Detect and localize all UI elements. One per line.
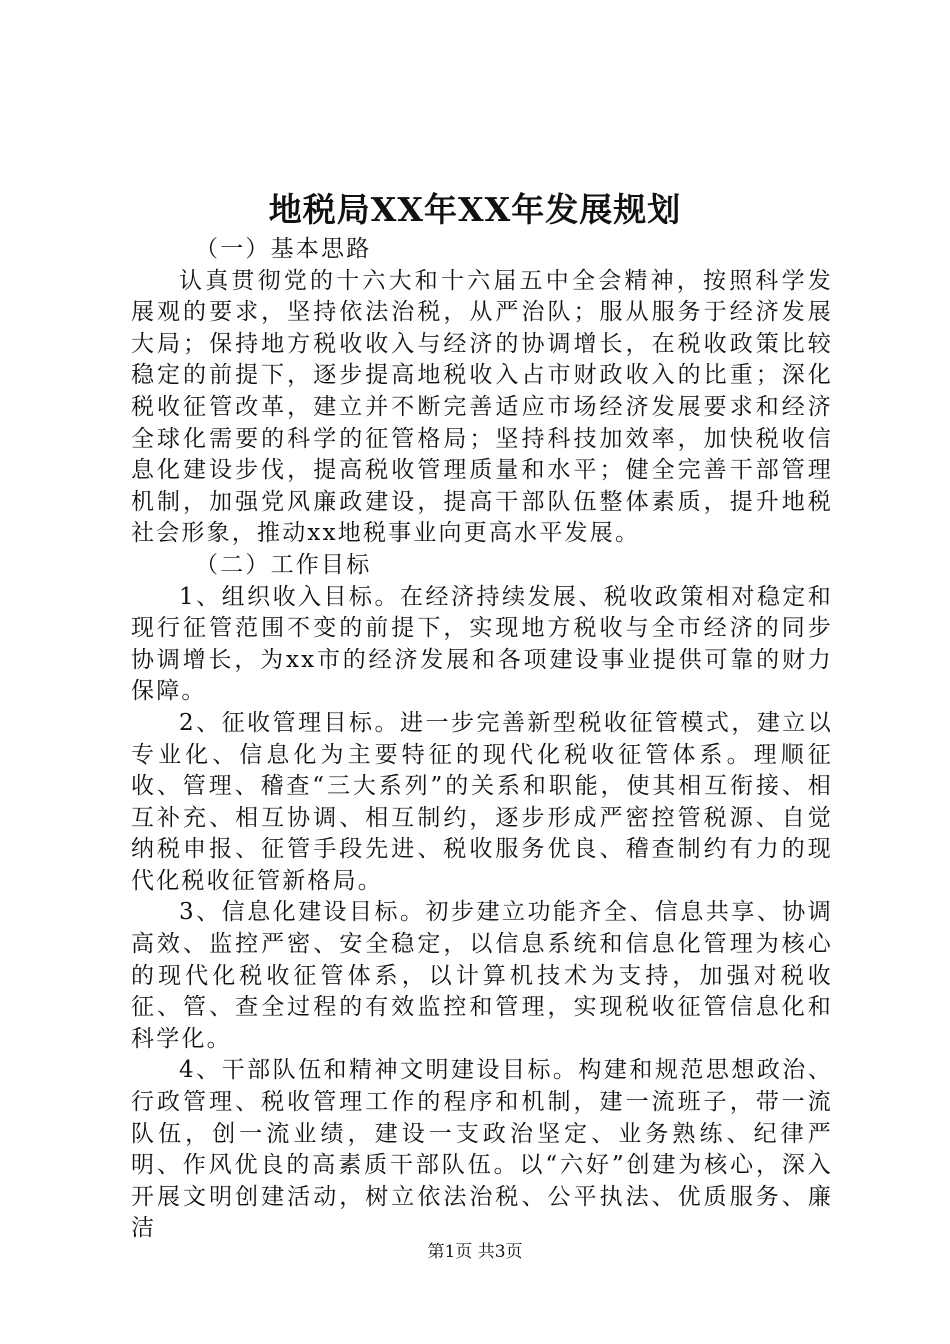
paragraph-cadre-team-goal: 4、干部队伍和精神文明建设目标。构建和规范思想政治、行政管理、税收管理工作的程序和机制，建一流班子，带一流队伍，创一流业绩，建设一支政治坚定、业务熟练、纪律严明、作风优良的高素质干部队伍。以“六好”创建为核心，深入开展文明创建活动，树立依法治税、公平执法、优质服务、廉洁 <box>131 1057 833 1242</box>
section-heading-basic-ideas: （一）基本思路 <box>195 236 372 262</box>
paragraph-informatization-goal: 3、信息化建设目标。初步建立功能齐全、信息共享、协调高效、监控严密、安全稳定，以信息系统和信息化管理为核心的现代化税收征管体系，以计算机技术为支持，加强对税收征、管、查全过程的有效监控和管理，实现税收征管信息化和科学化。 <box>131 899 833 1052</box>
section-heading-work-goals: （二）工作目标 <box>195 551 372 578</box>
paragraph-revenue-goal: 1、组织收入目标。在经济持续发展、税收政策相对稳定和现行征管范围不变的前提下，实现地方税收与全市经济的同步协调增长，为xx市的经济发展和各项建设事业提供可靠的财力保障。 <box>131 583 833 705</box>
paragraph-collection-management-goal: 2、征收管理目标。进一步完善新型税收征管模式，建立以专业化、信息化为主要特征的现代化税收征管体系。理顺征收、管理、稽查“三大系列”的关系和职能，使其相互衔接、相互补充、相互协调、相互制约，逐步形成严密控管税源、自觉纳税申报、征管手段先进、税收服务优良、稽查制约有力的现代化税收征管新格局。 <box>131 709 833 894</box>
paragraph-basic-ideas: 认真贯彻党的十六大和十六届五中全会精神，按照科学发展观的要求，坚持依法治税，从严治队；服从服务于经济发展大局；保持地方税收收入与经济的协调增长，在税收政策比较稳定的前提下，逐步提高地税收入占市财政收入的比重；深化税收征管改革，建立并不断完善适应市场经济发展要求和经济全球化需要的科学的征管格局；坚持科技加效率，加快税收信息化建设步伐，提高税收管理质量和水平；健全完善干部管理机制，加强党风廉政建设，提高干部队伍整体素质，提升地税社会形象，推动xx地税事业向更高水平发展。 <box>131 267 833 547</box>
page-number-footer: 第1页 共3页 <box>427 1242 523 1262</box>
document-body <box>131 234 833 1245</box>
document-title: 地税局XX年XX年发展规划 <box>268 190 682 229</box>
